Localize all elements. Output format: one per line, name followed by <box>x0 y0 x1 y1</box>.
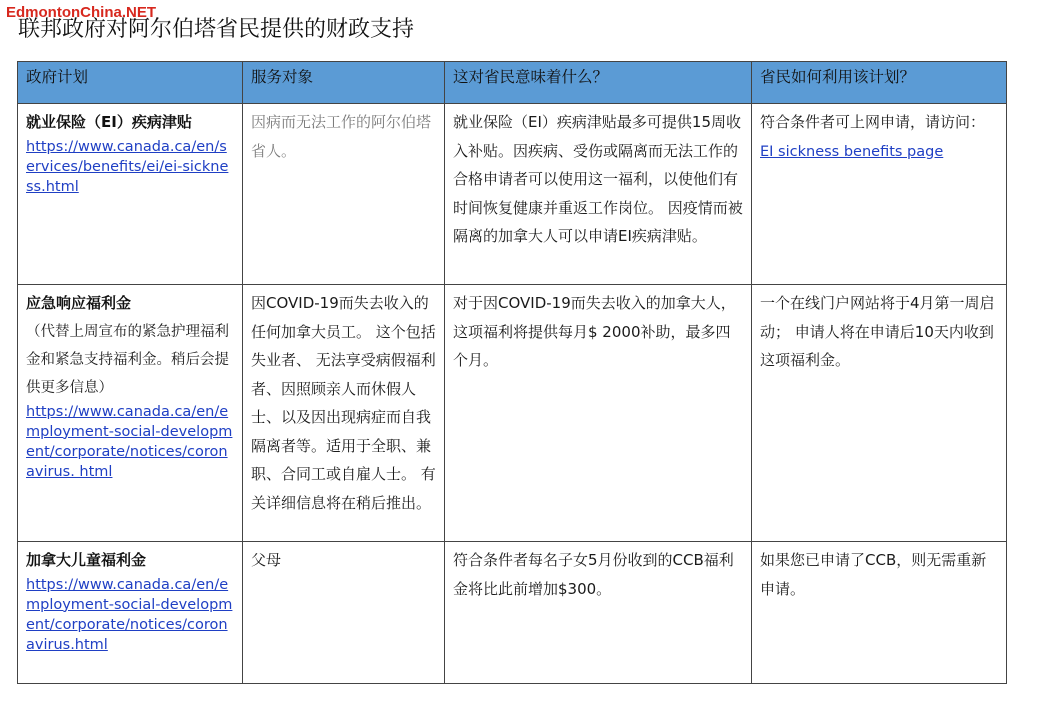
header-meaning: 这对省民意味着什么？ <box>445 62 752 104</box>
table-row <box>18 542 1007 684</box>
program-link[interactable]: https://www.canada.ca/en/services/benefits/ei/ei-sickness.html <box>26 138 229 195</box>
meaning-cell <box>445 285 752 542</box>
document-title: 联邦政府对阿尔伯塔省民提供的财政支持 <box>18 17 415 42</box>
program-cell <box>18 104 243 285</box>
meaning-text: 符合条件者每名子女5月份收到的CCB福利金将比此前增加$300。 <box>453 551 734 598</box>
ei-sickness-link[interactable]: EI sickness benefits page <box>760 143 944 160</box>
how-text: 符合条件者可上网申请，请访问： <box>760 113 986 131</box>
program-note: （代替上周宣布的紧急护理福利金和紧急支持福利金。稍后会提供更多信息） <box>26 323 229 396</box>
program-name: 就业保险（EI）疾病津贴 <box>26 113 192 131</box>
table-row <box>18 104 1007 285</box>
audience-text: 父母 <box>251 551 282 569</box>
header-program: 政府计划 <box>18 62 243 104</box>
meaning-text: 对于因COVID-19而失去收入的加拿大人，这项福利将提供每月$ 2000补助，最多四个月。 <box>453 294 736 369</box>
program-cell <box>18 285 243 542</box>
header-how: 省民如何利用该计划？ <box>752 62 1007 104</box>
benefits-table <box>17 61 1007 684</box>
program-link[interactable]: https://www.canada.ca/en/employment-social-development/corporate/notices/coronavirus. html <box>26 403 233 480</box>
audience-text: 因COVID-19而失去收入的任何加拿大员工。 这个包括失业者、 无法享受病假福利者、因照顾亲人而休假人士、以及因出现病症而自我隔离者等。适用于全职、兼职、合同工或自雇人士。 有关详细信息将在稍后推出。 <box>251 294 436 512</box>
how-text: 一个在线门户网站将于4月第一周启动； 申请人将在申请后10天内收到这项福利金。 <box>760 294 995 369</box>
audience-cell <box>243 542 445 684</box>
program-cell <box>18 542 243 684</box>
header-audience: 服务对象 <box>243 62 445 104</box>
audience-cell <box>243 104 445 285</box>
how-cell <box>752 285 1007 542</box>
table-row <box>18 285 1007 542</box>
site-watermark: EdmontonChina.NET <box>6 4 156 21</box>
audience-text: 因病而无法工作的阿尔伯塔省人。 <box>251 113 432 160</box>
program-name: 加拿大儿童福利金 <box>26 551 147 569</box>
program-name: 应急响应福利金 <box>26 294 132 312</box>
meaning-text: 就业保险（EI）疾病津贴最多可提供15周收入补贴。因疾病、受伤或隔离而无法工作的合格申请者可以使用这一福利，以使他们有时间恢复健康并重返工作岗位。 因疫情而被隔离的加拿大人可以申请EI疾病津贴。 <box>453 113 743 245</box>
meaning-cell <box>445 104 752 285</box>
how-text: 如果您已申请了CCB，则无需重新申请。 <box>760 551 987 598</box>
audience-cell <box>243 285 445 542</box>
table-header-row <box>18 62 1007 104</box>
how-cell <box>752 104 1007 285</box>
program-link[interactable]: https://www.canada.ca/en/employment-social-development/corporate/notices/coronavirus.html <box>26 576 233 653</box>
how-cell <box>752 542 1007 684</box>
meaning-cell <box>445 542 752 684</box>
